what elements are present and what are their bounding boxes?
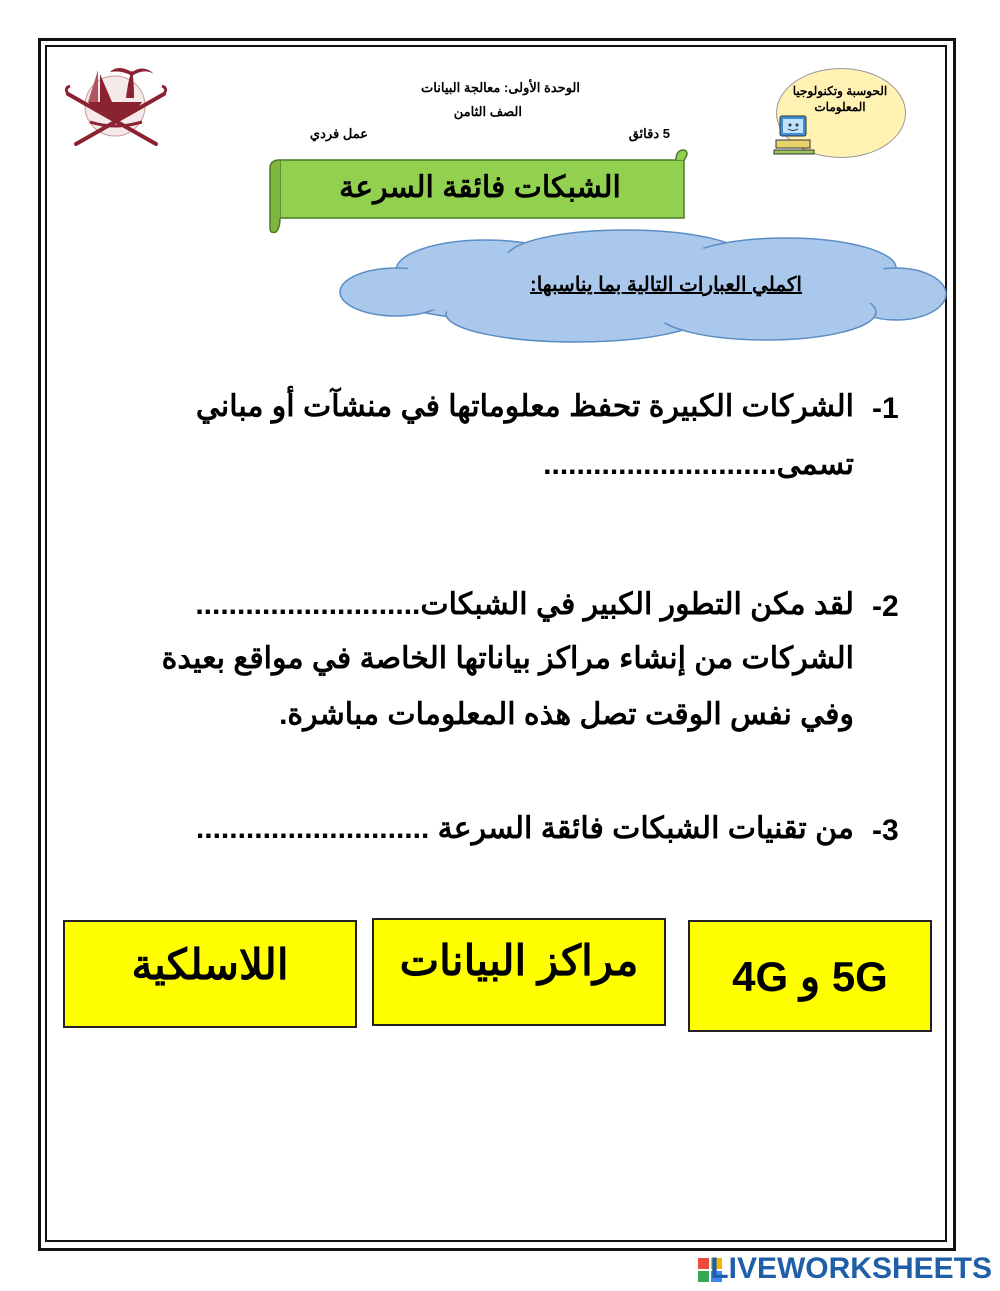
question-2-number: -2 — [872, 590, 899, 623]
question-2-line3: وفي نفس الوقت تصل هذه المعلومات مباشرة. — [279, 698, 854, 731]
question-1-number: -1 — [872, 392, 899, 425]
question-1-line2[interactable]: تسمى............................ — [543, 448, 854, 481]
instruction-text: اكملي العبارات التالية بما يناسبها: — [530, 274, 802, 296]
answer-option-data-centers[interactable]: مراكز البيانات — [372, 918, 666, 1026]
grade-label: الصف الثامن — [453, 104, 522, 119]
qatar-emblem-icon — [60, 58, 172, 152]
title-banner: الشبكات فائقة السرعة — [339, 171, 621, 204]
question-2-line2: الشركات من إنشاء مراكز بياناتها الخاصة في مواقع بعيدة — [161, 642, 854, 675]
answer-option-wireless[interactable]: اللاسلكية — [63, 920, 357, 1028]
answer-option-5g-4g[interactable]: 5G و 4G — [688, 920, 932, 1032]
subject-badge-line2: المعلومات — [814, 100, 866, 114]
computer-icon — [772, 112, 816, 156]
question-3-number: -3 — [872, 814, 899, 847]
footer-brand[interactable]: LIVEWORKSHEETS — [710, 1252, 992, 1285]
question-1-line1: الشركات الكبيرة تحفظ معلوماتها في منشآت أو مباني — [195, 390, 854, 423]
unit-title: الوحدة الأولى: معالجة البيانات — [421, 80, 580, 95]
work-type-label: عمل فردي — [309, 126, 368, 141]
question-3-line1[interactable]: من تقنيات الشبكات فائقة السرعة ............................ — [195, 812, 854, 845]
duration-label: 5 دقائق — [628, 126, 670, 141]
subject-badge-line1: الحوسبة وتكنولوجيا — [792, 84, 888, 98]
question-2-line1[interactable]: لقد مكن التطور الكبير في الشبكات........................... — [195, 588, 854, 621]
